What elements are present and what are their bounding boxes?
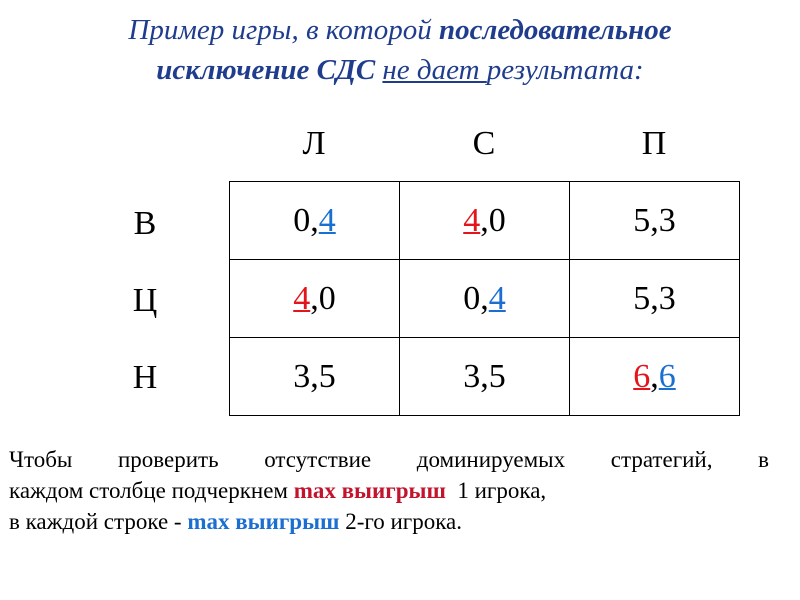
payoff-player1: 0 bbox=[463, 279, 481, 317]
payoff-cell bbox=[570, 338, 740, 416]
payoff-player2: 6 bbox=[658, 357, 676, 395]
payoff-cell bbox=[570, 182, 740, 260]
explanation-text-part: 1 игрока, bbox=[445, 478, 547, 503]
payoff-cell bbox=[400, 260, 570, 338]
payoff-cell bbox=[400, 182, 570, 260]
column-header-center: С bbox=[472, 125, 496, 162]
payoff-cell bbox=[400, 338, 570, 416]
payoff-player1: 4 bbox=[463, 201, 481, 239]
payoff-separator: , bbox=[480, 357, 489, 395]
payoff-player2: 0 bbox=[488, 201, 506, 239]
payoff-player2: 0 bbox=[318, 279, 336, 317]
payoff-player1: 3 bbox=[463, 357, 481, 395]
explanation-line-3 bbox=[9, 506, 769, 537]
title-text: результата: bbox=[486, 54, 644, 86]
payoff-player1: 0 bbox=[293, 201, 311, 239]
title-bold-text: последовательное bbox=[438, 14, 672, 46]
title-bold-text: исключение СДС bbox=[156, 54, 376, 86]
payoff-separator: , bbox=[650, 279, 659, 317]
payoff-cell bbox=[570, 260, 740, 338]
payoff-cell bbox=[230, 260, 400, 338]
payoff-separator: , bbox=[480, 279, 489, 317]
payoff-separator: , bbox=[650, 357, 659, 395]
payoff-player1: 4 bbox=[293, 279, 311, 317]
matrix-row bbox=[230, 182, 740, 260]
explanation-line-2 bbox=[9, 475, 769, 506]
explanation-text bbox=[9, 444, 769, 537]
payoff-player2: 3 bbox=[658, 201, 676, 239]
explanation-line-1: Чтобы проверить отсутствие доминируемых стратегий, в bbox=[9, 447, 769, 472]
row-header-middle: Ц bbox=[132, 282, 158, 319]
payoff-player1: 6 bbox=[633, 357, 651, 395]
column-header-left: Л bbox=[302, 125, 326, 162]
row-header-bottom: Н bbox=[132, 359, 158, 396]
payoff-player1: 5 bbox=[633, 201, 651, 239]
payoff-player1: 5 bbox=[633, 279, 651, 317]
payoff-player2: 3 bbox=[658, 279, 676, 317]
slide-title bbox=[20, 10, 780, 90]
column-header-right: П bbox=[641, 125, 667, 162]
payoff-separator: , bbox=[310, 201, 319, 239]
payoff-separator: , bbox=[310, 279, 319, 317]
payoff-player2: 5 bbox=[318, 357, 336, 395]
title-line-2 bbox=[20, 50, 780, 90]
title-underlined-text: не дает bbox=[382, 54, 487, 86]
payoff-player2: 5 bbox=[488, 357, 506, 395]
payoff-cell bbox=[230, 182, 400, 260]
matrix-row bbox=[230, 260, 740, 338]
payoff-player2: 4 bbox=[318, 201, 336, 239]
payoff-cell bbox=[230, 338, 400, 416]
payoff-player1: 3 bbox=[293, 357, 311, 395]
explanation-text-part: 2-го игрока. bbox=[339, 509, 463, 534]
payoff-separator: , bbox=[480, 201, 489, 239]
title-line-1 bbox=[20, 10, 780, 50]
row-header-top: В bbox=[133, 205, 157, 242]
highlight-player1-max: max выигрыш bbox=[293, 478, 446, 503]
payoff-separator: , bbox=[310, 357, 319, 395]
payoff-matrix bbox=[229, 181, 740, 416]
explanation-text-part: в каждой строке - bbox=[9, 509, 188, 534]
payoff-player2: 4 bbox=[488, 279, 506, 317]
highlight-player2-max: max выигрыш bbox=[187, 509, 340, 534]
payoff-separator: , bbox=[650, 201, 659, 239]
matrix-row bbox=[230, 338, 740, 416]
title-text: Пример игры, в которой bbox=[128, 14, 439, 46]
explanation-text-part: каждом столбце подчеркнем bbox=[9, 478, 294, 503]
